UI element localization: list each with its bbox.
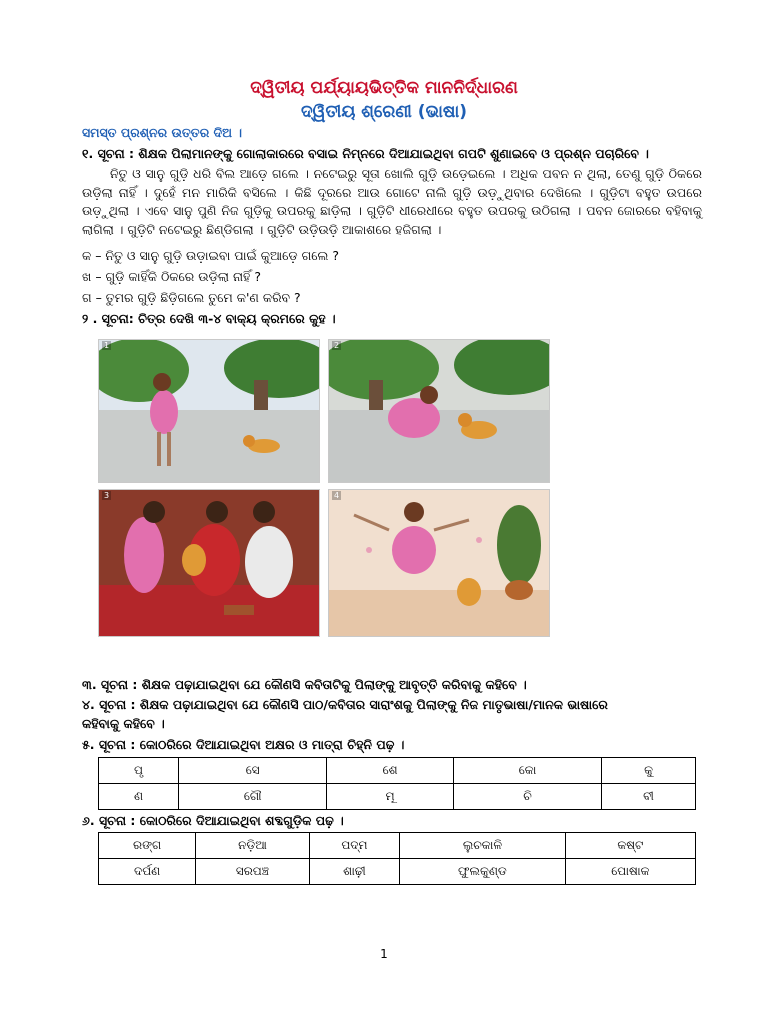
table-cell: କଷ୍ଟ	[565, 833, 695, 859]
table-row	[99, 859, 696, 885]
table-cell: ଦର୍ପଣ	[99, 859, 196, 885]
table-cell: ମୂ	[327, 784, 454, 810]
panel-number: 3	[104, 491, 110, 500]
page-subtitle: ଦ୍ୱିତୀୟ ଶ୍ରେଣୀ (ଭାଷା)	[300, 102, 468, 122]
panel-number: 4	[334, 491, 340, 500]
table-row	[99, 758, 696, 784]
q1-question-kha: ଖ – ଗୁଡ଼ି କାହିଁକି ଠିକରେ ଉଡ଼ିଲା ନାହିଁ ?	[82, 269, 261, 284]
instructions: ସମସ୍ତ ପ୍ରଶ୍ନର ଉତ୍ତର ଦିଅ ।	[82, 125, 242, 140]
q6-label: ୬. ସୂଚନା : କୋଠରିରେ ଦିଆଯାଇଥିବା ଶବ୍ଦଗୁଡ଼ିକ ପଢ଼ ।	[82, 813, 344, 828]
picture-panel-4	[328, 489, 550, 637]
table-cell: ସରପଞ୍ଚ	[196, 859, 309, 885]
picture-panel-2	[328, 339, 550, 483]
q1-label: ୧. ସୂଚନା : ଶିକ୍ଷକ ପିଲାମାନଙ୍କୁ ଗୋଲାକାରରେ ବସାଇ ନିମ୍ନରେ ଦିଆଯାଇଥିବା ଗପଟି ଶୁଣାଇବେ ଓ ପ୍ରଶ୍ନ ପଚାରିବେ ।	[82, 146, 649, 161]
table-cell: ପୃ	[99, 758, 179, 784]
panel-number: 2	[334, 341, 340, 350]
page-title: ଦ୍ୱିତୀୟ ପର୍ଯ୍ୟାୟଭିତ୍ତିକ ମାନନିର୍ଦ୍ଧାରଣ	[250, 78, 518, 98]
table-cell: ଲୁଚକାଳି	[400, 833, 566, 859]
table-cell: ଗୌ	[179, 784, 327, 810]
table-cell: ଶାଢ଼ୀ	[309, 859, 399, 885]
table-cell: ନଡ଼ିଆ	[196, 833, 309, 859]
table-cell: ବୀ	[602, 784, 696, 810]
panel-number: 1	[104, 341, 110, 350]
table-cell: ସେ	[179, 758, 327, 784]
table-cell: ଫୁଲକୁଣ୍ଡ	[400, 859, 566, 885]
table-cell: ଣ	[99, 784, 179, 810]
table-cell: ପଦ୍ମ	[309, 833, 399, 859]
table-cell: ରଙ୍ଗ	[99, 833, 196, 859]
table-cell: କୋ	[454, 758, 602, 784]
q3-label: ୩. ସୂଚନା : ଶିକ୍ଷକ ପଢ଼ାଯାଇଥିବା ଯେ କୌଣସି କବିତାଟିକୁ ପିଲାଙ୍କୁ ଆବୃତ୍ତି କରିବାକୁ କହିବେ ।	[82, 677, 527, 692]
table-cell: ପୋଷାକ	[565, 859, 695, 885]
q4-label-continued: କହିବାକୁ କହିବେ ।	[82, 716, 165, 731]
q5-label: ୫. ସୂଚନା : କୋଠରିରେ ଦିଆଯାଇଥିବା ଅକ୍ଷର ଓ ମାତ୍ରା ଚିହ୍ନି ପଢ଼ ।	[82, 737, 405, 752]
table-cell: ଶେ	[327, 758, 454, 784]
q1-question-ka: କ – ନିତୁ ଓ ସାନୁ ଗୁଡ଼ି ଉଡ଼ାଇବା ପାଇଁ କୁଆଡ଼େ ଗଲେ ?	[82, 248, 339, 263]
table-cell: ଚି	[454, 784, 602, 810]
table-row	[99, 833, 696, 859]
q6-words-table	[98, 832, 696, 885]
table-cell: କୁ	[602, 758, 696, 784]
q4-label: ୪. ସୂଚନା : ଶିକ୍ଷକ ପଢ଼ାଯାଇଥିବା ଯେ କୌଣସି ପାଠ/କବିତାର ସାରାଂଶକୁ ପିଲାଙ୍କୁ ନିଜ ମାତୃଭାଷା/ମାନକ ଭାଷାରେ	[82, 697, 608, 712]
picture-panel-3	[98, 489, 320, 637]
table-row	[99, 784, 696, 810]
page-number: 1	[380, 947, 388, 961]
q5-letters-table	[98, 757, 696, 810]
q1-question-ga: ଗ – ତୁମର ଗୁଡ଼ି ଛିଡ଼ିଗଲେ ତୁମେ କ'ଣ କରିବ ?	[82, 290, 301, 305]
picture-panel-1	[98, 339, 320, 483]
q2-label: ୨ . ସୂଚନା: ଚିତ୍ର ଦେଖି ୩-୪ ବାକ୍ୟ କ୍ରମରେ କୁହ ।	[82, 311, 336, 326]
q1-story: ନିତୁ ଓ ସାନୁ ଗୁଡ଼ି ଧରି ବିଲ ଆଡ଼େ ଗଲେ । ନଟେଇରୁ ସୂତା ଖୋଲି ଗୁଡ଼ି ଉଡ଼େଇଲେ । ଅଧିକ ପବନ ନ ଥିଲା, ତେଣୁ ଗୁଡ଼ି ଠିକରେ ଉଡ଼ିଲା ନାହିଁ । ଦୁହେଁ ମନ ମାରିକି ବସିଲେ । କିଛି ଦୂରରେ ଆଉ ଗୋଟେ ନାଲି ଗୁଡ଼ି ଉଡ଼ୁଥିବାର ଦେଖିଲେ । ଗୁଡ଼ିଟା ବହୁତ ଉପରେ ଉଡ଼ୁଥିଲା । ଏବେ ସାନୁ ପୁଣି ନିଜ ଗୁଡ଼ିକୁ ଉପରକୁ ଛାଡ଼ିଲା । ଗୁଡ଼ିଟି ଧୀରେଧୀରେ ବହୁତ ଉପରକୁ ଉଠିଗଲା । ପବନ ଜୋରରେ ବହିବାକୁ ଲାଗିଲା । ଗୁଡ଼ିଟି ନଟେଇରୁ ଛିଣ୍ଡିଗଲା । ଗୁଡ଼ିଟି ଉଡ଼ିଉଡ଼ି ଆକାଶରେ ହଜିଗଲା ।	[82, 166, 702, 237]
